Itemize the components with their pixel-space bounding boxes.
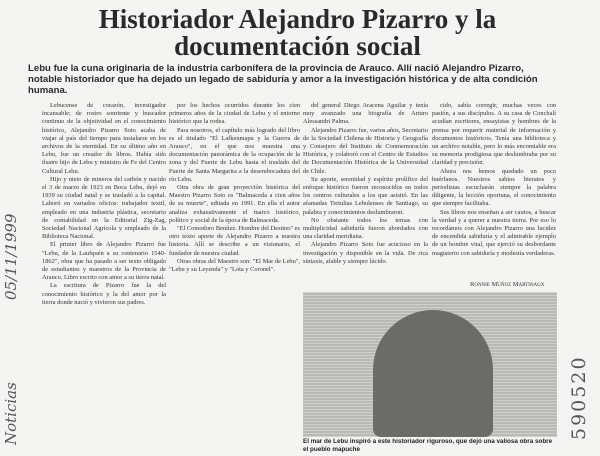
handwritten-date: 05/11/1999: [2, 213, 20, 300]
paragraph: La escritura de Pizarro fue la del conocimiento histórico y la del amor por la tierra donde nació y vivieron sus padres.: [42, 282, 166, 306]
paragraph: Alejandro Pizarro fue, varios años, Secretario de la Sociedad Chilena de Historia y Geografía y Consejero del Instituto de Conmemoración Histórica, y colaboró con el Centro de Estudios de Documentación Histórica de la Universidad de Chile.: [303, 126, 428, 175]
paragraph: Otras obras del Maestro son: "El Mar de Lebu", "Lebu y su Leyenda" y "Lota y Coronel".: [169, 257, 300, 274]
paragraph: del general Diego Aracena Aguilar y tenía muy avanzado una biografía de Arturo Alessandri Palma.: [303, 102, 428, 126]
paragraph: por los hechos ocurridos durante los cien primeros años de la ciudad de Lebu y el entorno histórico que la rodea.: [169, 102, 300, 126]
paragraph: Alejandro Pizarro Soto fue acucioso en la investigación y disponible en la vida. De rica sintaxis, afable y siempre lúcido.: [303, 241, 428, 265]
article-column-4: [432, 102, 556, 272]
paragraph: cido, sabía corregir, muchas veces con pasión, a sus discípulos. A su casa de Conchalí acudían escritores, ensayistas y hombres de la prensa por requerir material de información y documentos históricos. Tenía una biblioteca y un archivo notable, pero lo más encomiable era su memoria prodigiosa que deslumbraba por su claridad y precisión.: [432, 102, 556, 167]
paragraph: Sus libros nos enseñan a ser cautos, a buscar la verdad y a querer a nuestra tierra. Por eso lo recordamos con Alejandro Pizarro una lucidez de encendida sabiduría y el admirable ejemplo de un hombre vital, que ejerció su desbordante magisterio con sabiduría y modestia verdaderas.: [432, 208, 556, 257]
paragraph: Su aporte, serenidad y espíritu prolífico del enfoque histórico fueron reconocidos en todos los centros culturales a los que asistió. En las afamadas Tertulias Lebulenses de Santiago, su palabra y conocimientos deslumbraron.: [303, 175, 428, 216]
article-column-2: [169, 102, 300, 454]
article-lead: Lebu fue la cuna originaria de la industria carbonífera de la provincia de Arauco. Allí nació Alejandro Pizarro, notable historiador que ha dejado un legado de sabiduría y amor a la investigación histórica y de alta condición humana.: [28, 63, 538, 96]
paragraph: Para nosotros, el capítulo más logrado del libro es el titulado "El Lafkenmapu y la Guerra de Arauco", en el que nos muestra una documentación panorámica de la ocupación de la zona y del Fuerte de Lebu hasta el traslado del Fuerte de Santa Margarita a la desembocadura del río Lebu.: [169, 126, 300, 183]
photo-caption: El mar de Lebu inspiró a este historiador riguroso, que dejó una valiosa obra sobre el pueblo mapuche: [303, 438, 553, 453]
article-byline: Ronnie Muñoz Martinaux: [470, 281, 545, 288]
paragraph: Otra obra de gran proyección histórica del Maestro Pizarro Soto es "Balmaceda a cien años de su muerte", editada en 1991. En ella el autor analiza exhaustivamente el marco histórico, político y social de la época de Balmaceda.: [169, 184, 300, 224]
paragraph: Lebucense de corazón, investigador incansable; de rostro sonriente y buscador continuo de la objetividad en el conocimiento histórico, Alejandro Pizarro Soto acaba de viajar al país del tiempo para instalarse en los archivos de la eternidad. En su último año en Lebu, fue un creador de libros. Había sido ilustre hijo de Lebu y ministro de Fe del Centro Cultural Lebu.: [42, 102, 166, 175]
handwritten-source: Noticias: [2, 382, 20, 445]
paragraph: Hijo y nieto de mineros del carbón y nacido el 3 de marzo de 1923 en Boca Lebu, dejó en 1939 su ciudad natal y se trasladó a la capital. Laboró en variados oficios: trabajador textil, empleado en una industria plástica, secretario de contabilidad en la Editorial Zig-Zag, Sociedad Nacional Agrícola y empleado de la Biblioteca Nacional.: [42, 175, 166, 241]
portrait-figure: [373, 310, 493, 437]
paragraph: El primer libro de Alejandro Pizarro fue "Lebu, de la Laufquén a su centenario 1540-1862", obra que ha pasado a ser texto obligado de estudiantes y maestros de la Provincia de Arauco. Libro escrito con amor a su tierra natal.: [42, 241, 166, 282]
article-column-1: [42, 102, 166, 454]
article-photo: [303, 292, 557, 437]
paragraph: Ahora nos hemos quedado un poco huérfanos. Nuestros sabios literatos y periodistas escucharán siempre la palabra diligente, la lección oportuna, el conocimiento que siempre facilitaba.: [432, 167, 556, 208]
paragraph: No obstante todos los temas con multiplicidad sabiduría fueron abordados con una claridad meridiana.: [303, 216, 428, 241]
paragraph: "El Comodoro Benítez. Hombre del Destino" es otro texto aporte de Alejandro Pizarro a nuestra historia. Allí se describe a un visionario, el fundador de nuestra ciudad.: [169, 225, 300, 257]
article-headline: Historiador Alejandro Pizarro y la documentación social: [98, 4, 497, 61]
archive-number: 590520: [568, 355, 590, 440]
